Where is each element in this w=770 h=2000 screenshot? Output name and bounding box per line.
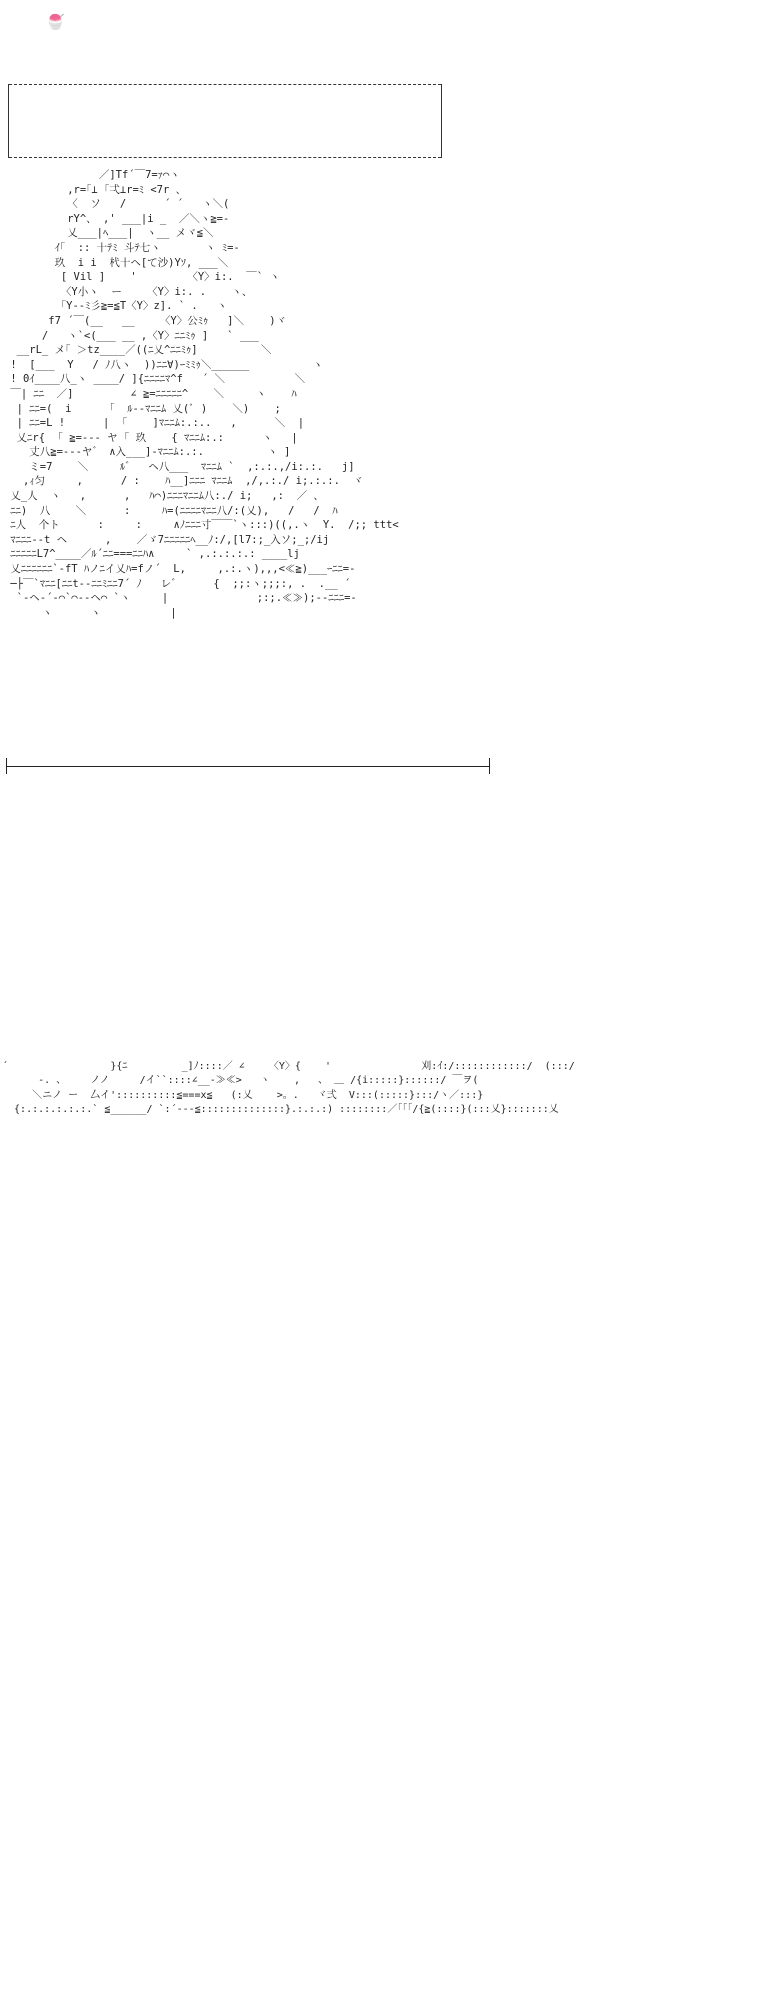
divider-line <box>6 766 490 767</box>
title-box <box>8 84 442 158</box>
divider-endcap <box>6 758 7 774</box>
shaved-ice-icon: 🍧 <box>46 13 65 31</box>
divider-endcap <box>489 758 490 774</box>
ascii-art-blood-scene: ´ }{ﾆ _]ﾉ::::／ ∠ 〈Y〉{ ' 刈:ｲ:/::::::::::::/ (:::/ -. 、 ノノ /イ``::::∠__-≫≪> ヽ , 、 ＿ /{i:::::}::::::/ ￣ヲ( ＼ニノ ー 厶イ'::::::::::≦===x≦ (:乂 >。. ヾ弍 V:::(:::::}:::/ヽ／:::} {:.:.:.:.:.:.` ≦______/ `:´---≦::::::::::::::}.:.:.:) ::::::::／｢｢｢/{≧(::::}(:::乂}:::::::乂 <box>2 1061 575 1115</box>
ascii-art-maid: ／]Tf´￣7=ｧ⌒ヽ ,r=｢⊥ ｢弌⊥r=ﾐ <7r 、 〈 ソ / ´ ´ ヽ＼( rY^、 ,' ___|i _ ／＼ヽ≧=- 乂___|ﾍ___| ヽ__ メヾ≦＼ ｲ｢ :: 十ﾃﾐ 斗ﾃ七ヽ ヽ ﾐ=- 玖 i i 杙十ヘ[て沙)Yｿ, ___＼ [ Vil ] ' 〈Y〉i:. ￣` ヽ 〈Y小ヽ ー 〈Y〉i:. . ヽ、 ｢Y--ﾐ彡≧=≦T〈Y〉z]. ` . ヽ f7 ´￣(__ __ 〈Y〉公ﾐｩ ]＼ )ヾ / ヽ`<(___ __ ,〈Y〉ﾆﾆﾐｩ ] ` ___ __rL_ メ｢ ＞tz____／((ﾆ乂^ﾆﾆﾐｩ] ＼ ! [___ Y / ﾉ八ヽ ))ﾆﾆ∀)ｰﾐﾐｩ＼______ ヽ ! 0ｲ____八_ヽ ____/ ]{ﾆﾆﾆﾆﾏ^f ´ ＼ ＼ ￣| ﾆﾆ ／] ∠ ≧=ﾆﾆﾆﾆﾆ^ ＼ ヽ ﾊ | ﾆﾆ=( i ｢ ﾙ--ﾏﾆﾆﾑ 乂(ﾞ ) ＼) ; | ﾆﾆ=L ! | ｢ ]ﾏﾆﾆﾑ:.:.. , ＼ | 乂ﾆr{ ｢ ≧=--- ヤ ｢ 玖 { ﾏﾆﾆﾑ:.: ヽ | 丈八≧=---ヤ゛ ∧入___]-ﾏﾆﾆﾑ:.:. ヽ ] ミ=7 ＼ ﾙ゛ ヘ八___ ﾏﾆﾆﾑ ` ,:.:.,/i:.:. j] ,ｨ匀 , / : ﾊ__]ﾆﾆﾆ ﾏﾆﾆﾑ ,/,.:./ i;.:.:. ヾ 乂_人 ヽ , , ﾊ⌒)ﾆﾆﾆﾏﾆﾆﾑ八:./ i; ,: ／ 、 ﾆﾆ) 八 ＼ : ﾊ=(ﾆﾆﾆﾆﾏﾆﾆ八/:(乂), / / ﾊ ﾆ人 个ト : : ∧ﾉﾆﾆﾆ寸￣￣`ヽ:::)((,.ヽ Y. /;; ttt< ﾏﾆﾆﾆ--t ヘ , ／ゞ7ﾆﾆﾆﾆﾆﾍ__ﾉ:/,[l7:;_入ソ;_;/ij ﾆﾆﾆﾆﾆL7^____／ﾙ´ﾆﾆ===ﾆﾆﾊ∧ ` ,.:.:.:.: ____lj 乂ﾆﾆﾆﾆﾆﾆ`-fT ﾊノﾆイ乂ﾊ=fノ´ L, ,.:.ヽ),,,<≪≧)___ｰﾆﾆ=- ─├￣`ﾏﾆﾆ[ﾆﾆt--ﾆﾆﾐﾆﾆ7´ ﾉ レ゛ { ;;:ヽ;;;:, . .__ ´ `-ヘ-´-⌒`⌒--ヘ⌒ `ヽ | ;:;.≪≫);--ﾆﾆﾆ=- ヽ ヽ | <box>10 169 399 619</box>
credits-line <box>6 12 65 34</box>
